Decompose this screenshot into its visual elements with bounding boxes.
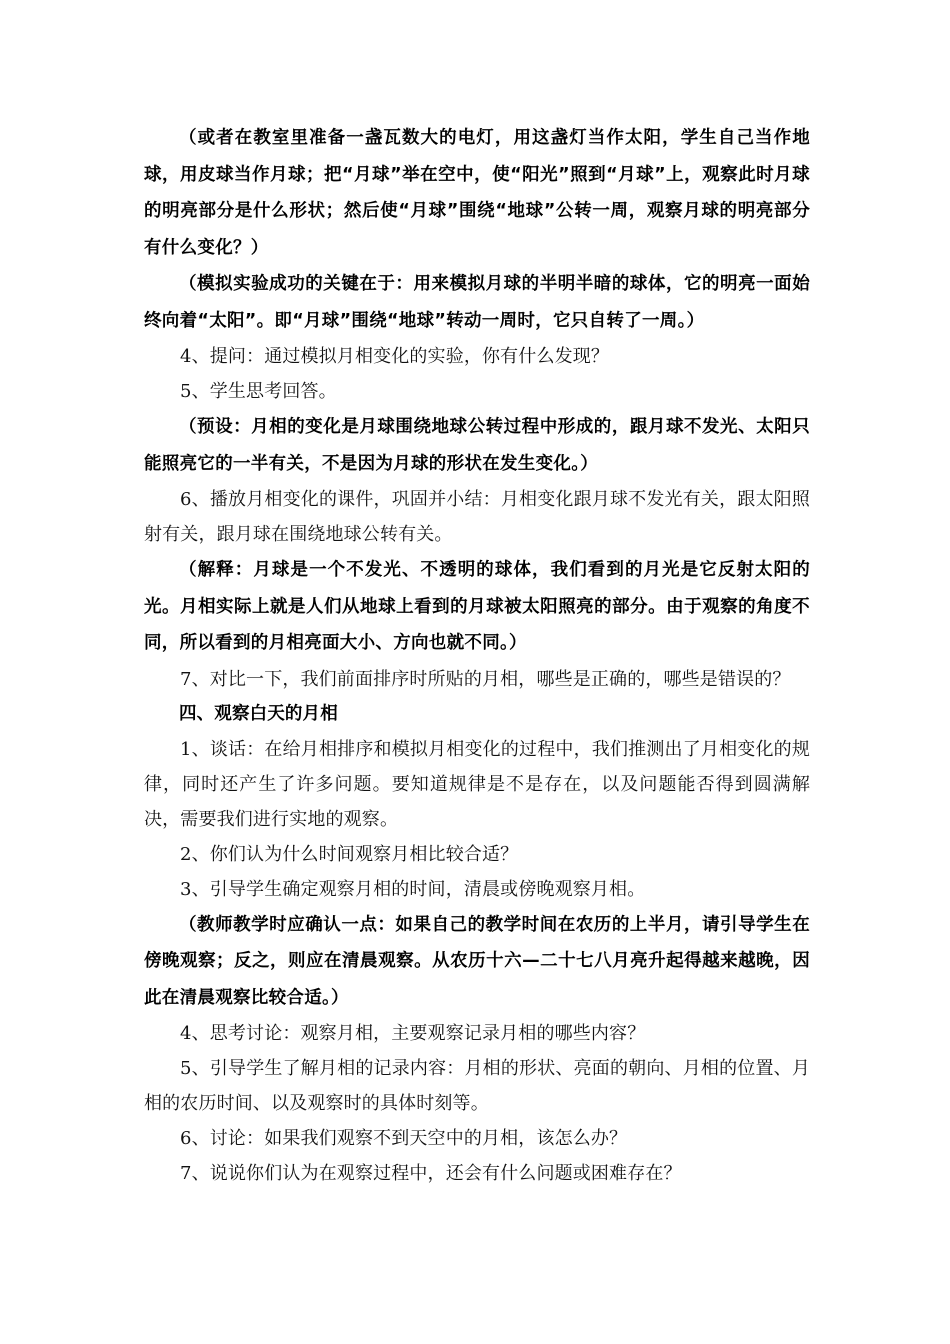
section-heading-observe-daytime-moon: 四、观察白天的月相 — [179, 703, 338, 724]
paragraph-teacher-note: （教师教学时应确认一点：如果自己的教学时间在农历的上半月，请引导学生在傍晚观察；反之，则应在清晨观察。从农历十六—二十七八月亮升起得越来越晚，因此在清晨观察比较合适。） — [144, 914, 810, 1008]
paragraph-preset-answer: （预设：月相的变化是月球围绕地球公转过程中形成的，跟月球不发光、太阳只能照亮它的一半有关，不是因为月球的形状在发生变化。） — [144, 417, 810, 474]
paragraph-step-3: 3、引导学生确定观察月相的时间，清晨或傍晚观察月相。 — [180, 878, 646, 900]
paragraph-step-5: 5、学生思考回答。 — [180, 381, 337, 402]
paragraph-step-6: 6、播放月相变化的课件，巩固并小结：月相变化跟月球不发光有关，跟太阳照射有关，跟月球在围绕地球公转有关。 — [144, 489, 810, 545]
paragraph-problems-7: 7、说说你们认为在观察过程中，还会有什么问题或困难存在？ — [180, 1163, 682, 1184]
paragraph-experiment-key: （模拟实验成功的关键在于：用来模拟月球的半明半暗的球体，它的明亮一面始终向着“太阳”。即“月球”围绕“地球”转动一周时，它只自转了一周。） — [144, 274, 810, 331]
paragraph-record-content-5: 5、引导学生了解月相的记录内容：月相的形状、亮面的朝向、月相的位置、月相的农历时间、以及观察时的具体时刻等。 — [144, 1058, 810, 1114]
paragraph-discussion-4: 4、思考讨论：观察月相，主要观察记录月相的哪些内容？ — [180, 1023, 646, 1044]
paragraph-question-2: 2、你们认为什么时间观察月相比较合适？ — [180, 843, 519, 865]
document-page — [144, 120, 810, 1191]
paragraph-talk-1: 1、谈话：在给月相排序和模拟月相变化的过程中，我们推测出了月相变化的规律，同时还产生了许多问题。要知道规律是不是存在，以及问题能否得到圆满解决，需要我们进行实地的观察。 — [144, 738, 810, 830]
paragraph-step-7: 7、对比一下，我们前面排序时所贴的月相，哪些是正确的，哪些是错误的？ — [180, 668, 791, 690]
paragraph-moon-model-alternative: （或者在教室里准备一盏瓦数大的电灯，用这盏灯当作太阳，学生自己当作地球，用皮球当作月球；把“月球”举在空中，使“阳光”照到“月球”上，观察此时月球的明亮部分是什么形状；然后使“月球”围绕“地球”公转一周，观察月球的明亮部分有什么变化？） — [144, 128, 810, 258]
paragraph-explanation: （解释：月球是一个不发光、不透明的球体，我们看到的月光是它反射太阳的光。月相实际上就是人们从地球上看到的月球被太阳照亮的部分。由于观察的角度不同，所以看到的月相亮面大小、方向也就不同。） — [144, 560, 810, 653]
paragraph-question-4: 4、提问：通过模拟月相变化的实验，你有什么发现？ — [180, 346, 610, 367]
paragraph-discussion-6: 6、讨论：如果我们观察不到天空中的月相，该怎么办？ — [180, 1128, 628, 1149]
